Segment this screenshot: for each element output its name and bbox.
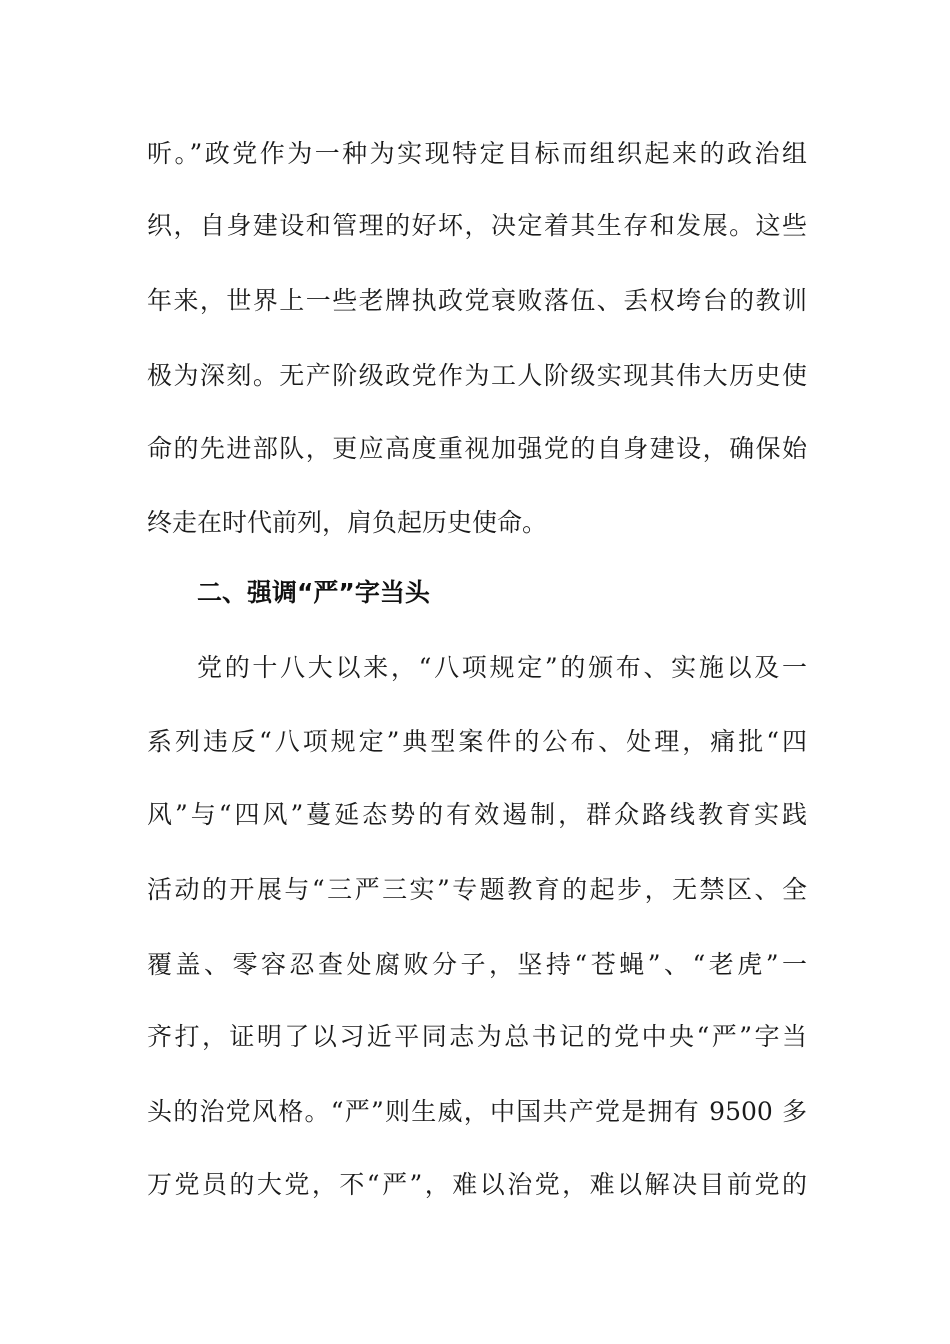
section-heading: 二、强调“严”字当头	[197, 578, 430, 607]
paragraph-2-line-5: 覆盖、零容忍查处腐败分子，坚持“苍蝇”、“老虎”一	[147, 950, 807, 979]
paragraph-2-line-1: 党的十八大以来，“八项规定”的颁布、实施以及一	[197, 653, 807, 682]
paragraph-2-line-2: 系列违反“八项规定”典型案件的公布、处理，痛批“四	[147, 727, 807, 756]
paragraph-2-line-6: 齐打，证明了以习近平同志为总书记的党中央“严”字当	[147, 1022, 807, 1051]
paragraph-1-line-4: 极为深刻。无产阶级政党作为工人阶级实现其伟大历史使	[147, 361, 807, 390]
paragraph-1-line-6: 终走在时代前列，肩负起历史使命。	[147, 508, 548, 537]
paragraph-2-line-8: 万党员的大党，不“严”，难以治党，难以解决目前党的	[147, 1170, 807, 1199]
paragraph-1-line-5: 命的先进部队，更应高度重视加强党的自身建设，确保始	[147, 434, 807, 463]
paragraph-2-line-7: 头的治党风格。“严”则生威，中国共产党是拥有 9500 多	[147, 1097, 807, 1126]
paragraph-1-line-2: 织，自身建设和管理的好坏，决定着其生存和发展。这些	[147, 211, 807, 240]
paragraph-2-line-3: 风”与“四风”蔓延态势的有效遏制，群众路线教育实践	[147, 800, 807, 829]
paragraph-2-line-4: 活动的开展与“三严三实”专题教育的起步，无禁区、全	[147, 875, 807, 904]
paragraph-1-line-3: 年来，世界上一些老牌执政党衰败落伍、丢权垮台的教训	[147, 286, 807, 315]
paragraph-1-line-1: 听。”政党作为一种为实现特定目标而组织起来的政治组	[147, 139, 807, 168]
